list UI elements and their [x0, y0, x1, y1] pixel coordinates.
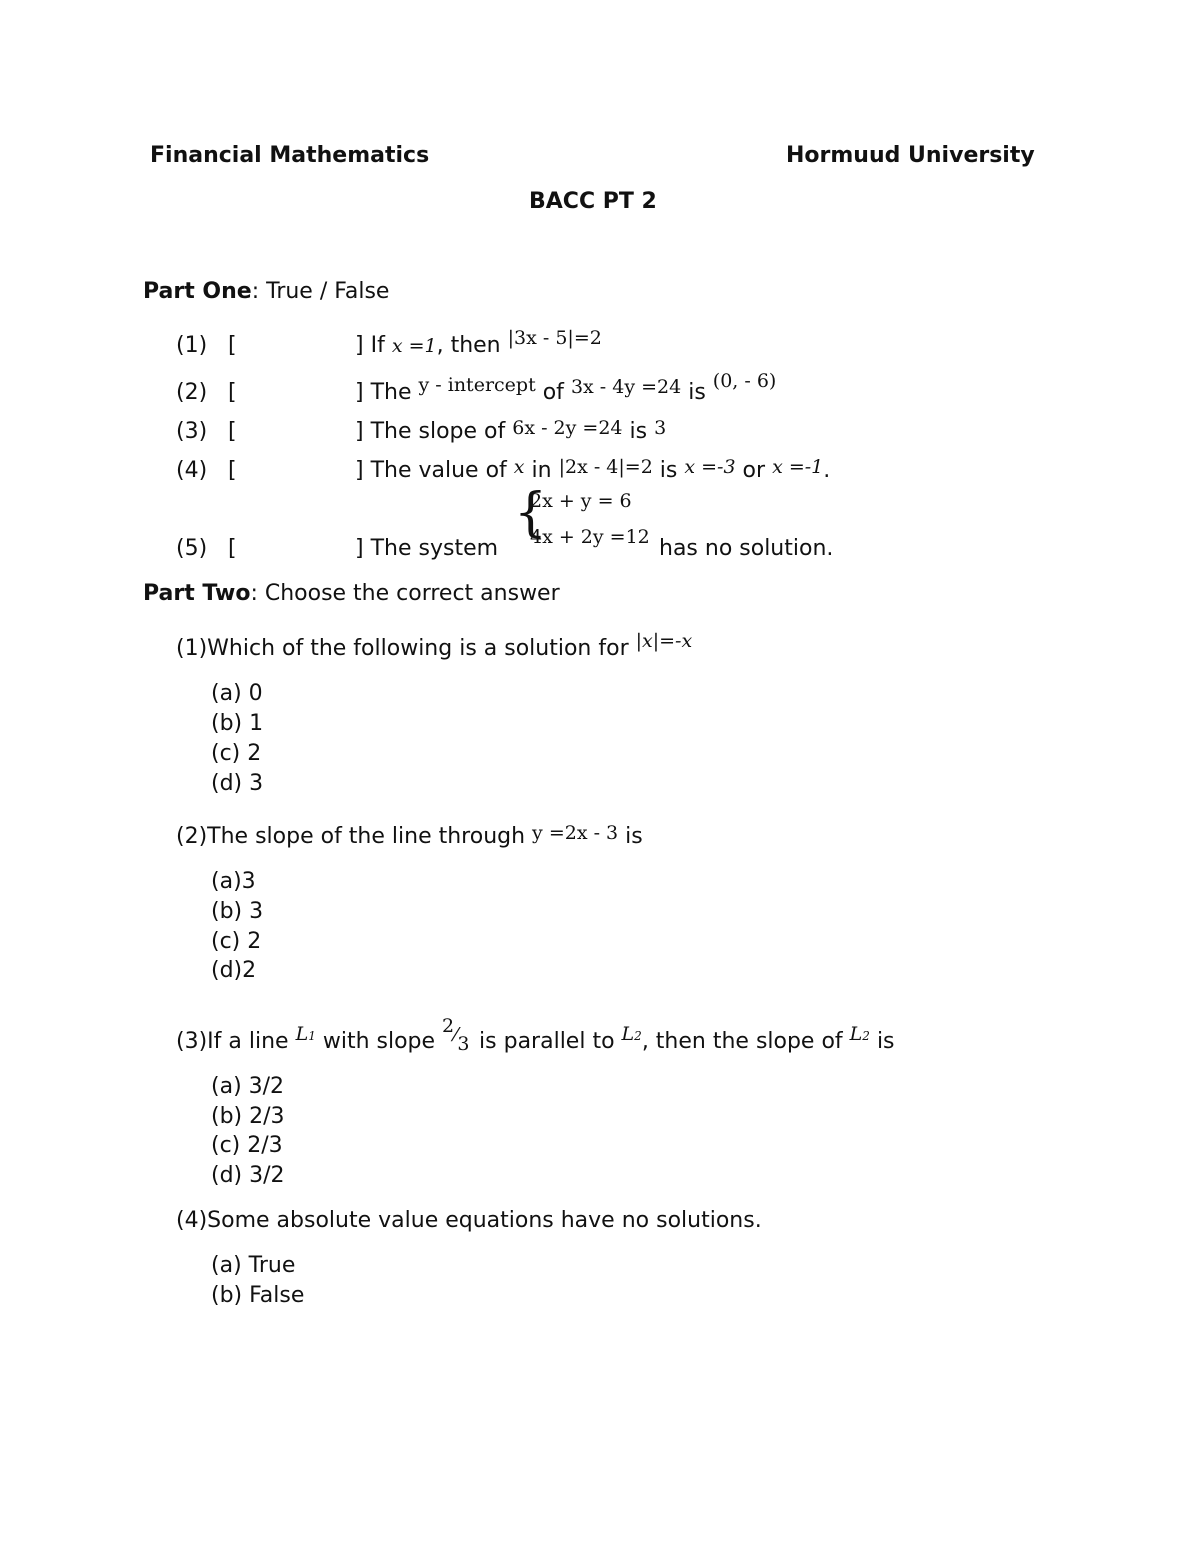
- mc-question-1-number: (1): [176, 636, 208, 661]
- system-equation-2: 4x + 2y =12: [530, 526, 650, 548]
- tf-item-2-statement: [355, 370, 777, 405]
- tf-item-4-number: (4): [176, 458, 208, 483]
- line-l1-subscript: 1: [308, 1029, 316, 1043]
- mc-q3-option-b: (b) 2/3: [211, 1104, 285, 1129]
- mc-question-4-number: (4): [176, 1208, 208, 1233]
- tf-item-3-statement: [355, 417, 667, 444]
- part-two-heading: [143, 583, 560, 605]
- line-l1-letter: L: [295, 1023, 309, 1045]
- tf-item-1-number: (1): [176, 333, 208, 358]
- program-title: BACC PT 2: [529, 189, 657, 214]
- course-title: Financial Mathematics: [150, 143, 430, 168]
- part-one-suffix: : True / False: [251, 279, 390, 304]
- tf-item-4-text-1: The value of: [370, 458, 507, 483]
- mc-q4-option-b: (b) False: [211, 1283, 305, 1308]
- mc-question-3-number: (3): [176, 1029, 208, 1054]
- mc-question-3-text-1: If a line: [207, 1029, 289, 1054]
- tf-item-4-text-3: is: [659, 458, 678, 483]
- fraction-slash: ⁄: [454, 1024, 458, 1046]
- tf-item-3-bracket-open: [: [228, 419, 237, 444]
- tf-item-1-math-1: x =1: [391, 335, 437, 357]
- mc-question-3: [176, 1015, 895, 1055]
- mc-q3-option-a: (a) 3/2: [211, 1074, 285, 1099]
- mc-question-3-text-5: is: [876, 1029, 895, 1054]
- tf-item-3-text-2: is: [629, 419, 648, 444]
- tf-item-2-text-1: The: [370, 380, 412, 405]
- mc-question-3-text-3: is parallel to: [479, 1029, 615, 1054]
- part-two-suffix: : Choose the correct answer: [250, 581, 560, 606]
- line-l2-letter: L: [621, 1023, 635, 1045]
- fraction-numerator: 2: [442, 1015, 455, 1037]
- tf-item-4-math-1: x: [513, 456, 525, 478]
- tf-item-5-bracket-close: ]: [355, 536, 364, 561]
- fraction-denominator: 3: [457, 1033, 470, 1055]
- tf-item-4-bracket-close: ]: [355, 458, 364, 483]
- mc-question-3-line-1: [296, 1023, 316, 1045]
- line-l2-letter-again: L: [849, 1023, 863, 1045]
- mc-q1-option-d: (d) 3: [211, 771, 264, 796]
- tf-item-1-text-2: , then: [436, 333, 501, 358]
- tf-item-3-number: (3): [176, 419, 208, 444]
- mc-question-3-line-2-again: [850, 1023, 870, 1045]
- tf-item-3-math-2: 3: [654, 417, 667, 439]
- tf-item-1-bracket-close: ]: [355, 333, 364, 358]
- tf-item-1-math-2: |3x - 5|=2: [507, 327, 602, 349]
- tf-item-2-math-1: y - intercept: [418, 374, 536, 396]
- mc-q2-option-d: (d)2: [211, 958, 257, 983]
- mc-question-4: [176, 1210, 762, 1232]
- mc-q3-option-d: (d) 3/2: [211, 1163, 285, 1188]
- tf-item-5-number: (5): [176, 536, 208, 561]
- tf-item-4-text-2: in: [531, 458, 552, 483]
- tf-item-5-statement: [355, 538, 498, 560]
- tf-item-3-text-1: The slope of: [370, 419, 506, 444]
- tf-item-4-math-2: |2x - 4|=2: [558, 456, 653, 478]
- mc-question-4-text: Some absolute value equations have no solutions.: [207, 1208, 762, 1233]
- mc-question-2: [176, 822, 643, 849]
- tf-item-4-text-5: .: [823, 458, 831, 483]
- tf-item-1-text-1: If: [370, 333, 385, 358]
- mc-q2-option-c: (c) 2: [211, 929, 262, 954]
- mc-q1-option-a: (a) 0: [211, 681, 263, 706]
- mc-question-1-math: |x|=-x: [635, 630, 693, 652]
- tf-item-4-text-4: or: [742, 458, 766, 483]
- tf-item-3-math-1: 6x - 2y =24: [512, 417, 623, 439]
- mc-q2-option-b: (b) 3: [211, 899, 264, 924]
- mc-q2-option-a: (a)3: [211, 869, 256, 894]
- mc-q4-option-a: (a) True: [211, 1253, 296, 1278]
- part-one-heading: [143, 281, 389, 303]
- mc-question-2-after: is: [625, 824, 643, 849]
- tf-item-2-text-2: of: [542, 380, 564, 405]
- mc-question-2-text: The slope of the line through: [207, 824, 526, 849]
- part-two-label: Part Two: [143, 581, 251, 606]
- mc-question-3-text-2: with slope: [322, 1029, 436, 1054]
- tf-item-2-math-2: 3x - 4y =24: [570, 376, 682, 398]
- tf-item-4-statement: [355, 456, 831, 483]
- tf-item-4-math-4: x =-1: [772, 456, 824, 478]
- line-l2-subscript: 2: [634, 1029, 642, 1043]
- system-equation-1: 2x + y = 6: [530, 490, 632, 512]
- mc-q3-option-c: (c) 2/3: [211, 1133, 283, 1158]
- tf-item-5-text-2: has no solution.: [659, 536, 834, 561]
- tf-item-1-bracket-open: [: [228, 333, 237, 358]
- tf-item-2-bracket-close: ]: [355, 380, 364, 405]
- tf-item-2-math-3: (0, - 6): [712, 370, 777, 392]
- mc-question-3-text-4: , then the slope of: [641, 1029, 843, 1054]
- mc-question-1-text: Which of the following is a solution for: [207, 636, 629, 661]
- tf-item-1-statement: [355, 327, 602, 358]
- mc-question-1: [176, 630, 693, 661]
- tf-item-4-bracket-open: [: [228, 458, 237, 483]
- tf-item-4-math-3: x =-3: [684, 456, 736, 478]
- tf-item-3-bracket-close: ]: [355, 419, 364, 444]
- mc-question-2-number: (2): [176, 824, 208, 849]
- mc-question-3-line-2: [622, 1023, 642, 1045]
- tf-item-5-bracket-open: [: [228, 536, 237, 561]
- tf-item-2-text-3: is: [688, 380, 706, 405]
- system-brace: {: [514, 483, 548, 543]
- mc-q1-option-b: (b) 1: [211, 711, 264, 736]
- tf-item-5-text-1: The system: [370, 536, 499, 561]
- tf-item-2-bracket-open: [: [228, 380, 237, 405]
- tf-item-2-number: (2): [176, 380, 208, 405]
- part-one-label: Part One: [143, 279, 252, 304]
- slope-fraction: [442, 1015, 472, 1055]
- mc-question-2-math: y =2x - 3: [532, 822, 619, 844]
- university-name: Hormuud University: [786, 143, 1035, 168]
- line-l2-subscript-again: 2: [862, 1029, 870, 1043]
- mc-q1-option-c: (c) 2: [211, 741, 262, 766]
